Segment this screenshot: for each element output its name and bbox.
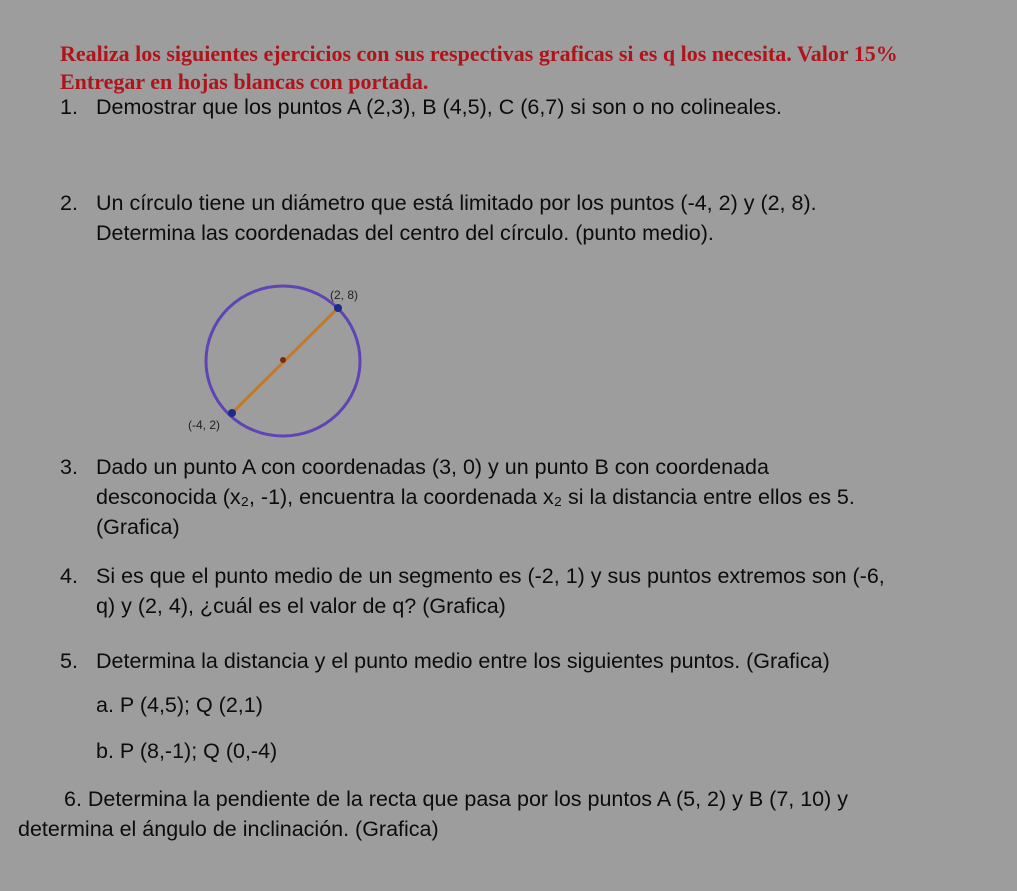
question-2 xyxy=(60,188,817,248)
question-1 xyxy=(60,92,782,122)
question-2-line-1: Un círculo tiene un diámetro que está limitado por los puntos (-4, 2) y (2, 8). xyxy=(96,191,817,215)
instructions-line-1: Realiza los siguientes ejercicios con sus respectivas graficas si es q los necesita. Valor 15% xyxy=(60,41,898,66)
label-top-endpoint: (2, 8) xyxy=(330,288,359,302)
question-3-number: 3. xyxy=(60,455,78,479)
question-5-number: 5. xyxy=(60,649,78,673)
question-5 xyxy=(60,646,830,676)
question-5b: b. P (8,-1); Q (0,-4) xyxy=(96,739,278,763)
circle-diameter-figure xyxy=(180,278,380,448)
question-6-line-1: 6. Determina la pendiente de la recta que pasa por los puntos A (5, 2) y B (7, 10) y xyxy=(64,787,849,811)
question-6-line-2: determina el ángulo de inclinación. (Grafica) xyxy=(18,817,439,841)
center-point xyxy=(280,357,286,363)
question-1-number: 1. xyxy=(60,95,78,119)
instructions-line-2: Entregar en hojas blancas con portada. xyxy=(60,69,429,94)
question-3-line-1: Dado un punto A con coordenadas (3, 0) y un punto B con coordenada xyxy=(96,455,769,479)
endpoint-top xyxy=(334,304,342,312)
label-bottom-endpoint: (-4, 2) xyxy=(188,418,221,432)
instructions-header xyxy=(60,40,1000,96)
question-1-text: Demostrar que los puntos A (2,3), B (4,5), C (6,7) si son o no colineales. xyxy=(96,95,782,119)
question-4-line-2: q) y (2, 4), ¿cuál es el valor de q? (Grafica) xyxy=(96,594,506,618)
endpoint-bottom xyxy=(228,409,236,417)
question-3-line-3: (Grafica) xyxy=(96,515,180,539)
question-4-line-1: Si es que el punto medio de un segmento es (-2, 1) y sus puntos extremos son (-6, xyxy=(96,564,885,588)
question-4 xyxy=(60,561,885,621)
question-2-number: 2. xyxy=(60,191,78,215)
question-5-text: Determina la distancia y el punto medio entre los siguientes puntos. (Grafica) xyxy=(96,649,830,673)
question-5a: a. P (4,5); Q (2,1) xyxy=(96,693,263,717)
question-3-line-2: desconocida (x₂, -1), encuentra la coordenada x₂ si la distancia entre ellos es 5. xyxy=(96,485,855,509)
question-2-line-2: Determina las coordenadas del centro del círculo. (punto medio). xyxy=(96,221,714,245)
question-3 xyxy=(60,452,855,542)
question-4-number: 4. xyxy=(60,564,78,588)
